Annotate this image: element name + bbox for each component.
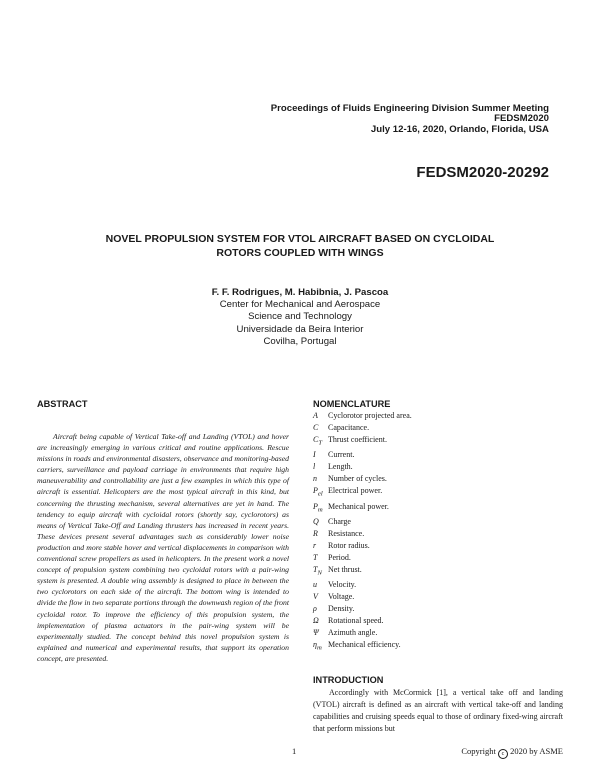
introduction-heading: INTRODUCTION (313, 675, 384, 685)
copyright-suffix: 2020 by ASME (510, 746, 563, 756)
nomenclature-item (313, 615, 563, 627)
nomenclature-item (313, 579, 563, 591)
proceedings-header (271, 104, 549, 135)
author-names: F. F. Rodrigues, M. Habibnia, J. Pascoa (211, 287, 389, 298)
proceedings-title: Proceedings of Fluids Engineering Division Summer Meeting (270, 103, 549, 114)
nomenclature-definition: Azimuth angle. (328, 627, 378, 637)
nomenclature-definition: Rotor radius. (328, 540, 370, 550)
title-line-1: NOVEL PROPULSION SYSTEM FOR VTOL AIRCRAFT BASED ON CYCLOIDAL (105, 233, 495, 245)
page-number: 1 (292, 746, 297, 756)
nomenclature-symbol: T (313, 552, 318, 562)
nomenclature-item (313, 528, 563, 540)
nomenclature-item (313, 434, 563, 450)
nomenclature-heading: NOMENCLATURE (313, 399, 391, 409)
nomenclature-definition: Electrical power. (328, 486, 383, 496)
nomenclature-definition: Velocity. (328, 580, 357, 590)
affiliation-line: Science and Technology (248, 311, 352, 323)
nomenclature-item (313, 461, 563, 473)
nomenclature-symbol: l (313, 462, 316, 472)
nomenclature-item (313, 516, 563, 528)
nomenclature-definition: Length. (328, 462, 353, 472)
nomenclature-symbol: r (313, 540, 317, 550)
affiliation-line: Universidade da Beira Interior (236, 323, 364, 335)
nomenclature-definition: Resistance. (328, 528, 365, 538)
nomenclature-definition: Cyclorotor projected area. (328, 411, 412, 420)
nomenclature-item (313, 540, 563, 552)
nomenclature-symbol: $P_{el}$ (313, 486, 323, 498)
nomenclature-symbol: V (313, 592, 318, 602)
nomenclature-definition: Voltage. (328, 592, 355, 602)
nomenclature-symbol: ρ (313, 603, 317, 613)
nomenclature-item (313, 639, 563, 655)
title-line-2: ROTORS COUPLED WITH WINGS (216, 247, 384, 259)
nomenclature-symbol: u (313, 580, 317, 590)
nomenclature-definition: Period. (328, 552, 351, 562)
nomenclature-symbol: Ψ (313, 627, 319, 637)
paper-title (60, 232, 540, 260)
nomenclature-list (313, 410, 563, 654)
copyright-notice (461, 746, 563, 759)
paper-id: FEDSM2020-20292 (416, 164, 549, 181)
affiliation-line: Covilha, Portugal (263, 335, 337, 347)
nomenclature-definition: Thrust coefficient. (328, 434, 387, 444)
conference-date-location: July 12-16, 2020, Orlando, Florida, USA (370, 123, 549, 135)
abstract-heading: ABSTRACT (37, 399, 88, 409)
nomenclature-definition: Charge (328, 517, 351, 527)
affiliation-line: Center for Mechanical and Aerospace (219, 299, 381, 311)
nomenclature-definition: Capacitance. (328, 422, 370, 432)
nomenclature-item (313, 591, 563, 603)
nomenclature-item (313, 473, 563, 485)
nomenclature-item (313, 485, 563, 501)
nomenclature-item (313, 603, 563, 615)
nomenclature-definition: Number of cycles. (328, 474, 387, 484)
nomenclature-symbol: n (313, 474, 317, 484)
nomenclature-symbol: R (313, 528, 318, 538)
nomenclature-definition: Rotational speed. (328, 615, 384, 625)
nomenclature-symbol: $T_N$ (313, 564, 322, 577)
nomenclature-definition: Density. (328, 603, 355, 613)
nomenclature-definition: Net thrust. (328, 564, 362, 574)
nomenclature-symbol: $\eta_m$ (313, 639, 322, 652)
nomenclature-symbol: A (313, 411, 318, 420)
nomenclature-symbol: Q (313, 517, 319, 527)
nomenclature-symbol: $P_m$ (313, 501, 323, 514)
nomenclature-symbol: I (313, 450, 316, 460)
nomenclature-definition: Current. (328, 450, 355, 460)
nomenclature-item (313, 422, 563, 434)
nomenclature-item (313, 552, 563, 564)
copyright-prefix: Copyright (461, 746, 496, 756)
nomenclature-item (313, 627, 563, 639)
nomenclature-item (313, 564, 563, 580)
nomenclature-item (313, 501, 563, 517)
conference-code: FEDSM2020 (494, 113, 549, 125)
nomenclature-symbol: $C_T$ (313, 434, 323, 447)
nomenclature-definition: Mechanical efficiency. (328, 639, 401, 649)
introduction-text: Accordingly with McCormick [1], a vertical take off and landing (VTOL) aircraft is defined as an aircraft with vertical take-off and landing capabilities and cruising speeds equal to those of ordinary fixed-wing aircraft that perform missions but (313, 688, 563, 733)
nomenclature-symbol: Ω (313, 615, 319, 625)
nomenclature-item (313, 449, 563, 461)
author-block (150, 287, 450, 348)
abstract-text: Aircraft being capable of Vertical Take-off and Landing (VTOL) and hover are increasingly emerging in various critical and routine applications. Rescue missions in roads and environmental disasters, observance and monitoring-based carriers, surveillance and payload carriage in environments that require high maneuverability and controllability are just a few examples in which this type of aircraft is essential. Helicopters are the most typical aircraft in this kind, but concerning the thrusting mechanism, several alternatives are yet in hand. The tendency to equip aircraft with cycloidal rotors (shortly say, cyclorotors) as means of Vertical Take-Off and Landing thrusters has increased in recent years. These devices present several advantages such as considerably lower noise production and more stable hover and vertical displacements in comparison with conventional screw propellers as used in helicopters. In the present work a novel concept of propulsion system combining two cycloidal rotors with a pair-wing system is presented. A double wing assembly is designed to place in between the two cyclorotors on each side of the aircraft. The bottom wing is intended to divide the flow in two separate portions through the downwash region of the front cycloidal rotor. To improve the efficiency of this propulsion system, the implementation of plasma actuators in the pair-wing system will be experimentally studied. The concept behind this novel propulsion system is explained and numerical and experimental results, that support its operation concept, are presented. (37, 432, 289, 663)
nomenclature-definition: Mechanical power. (328, 501, 389, 511)
copyright-symbol-icon: c (498, 749, 508, 759)
nomenclature-item (313, 410, 563, 422)
nomenclature-symbol: C (313, 422, 319, 432)
